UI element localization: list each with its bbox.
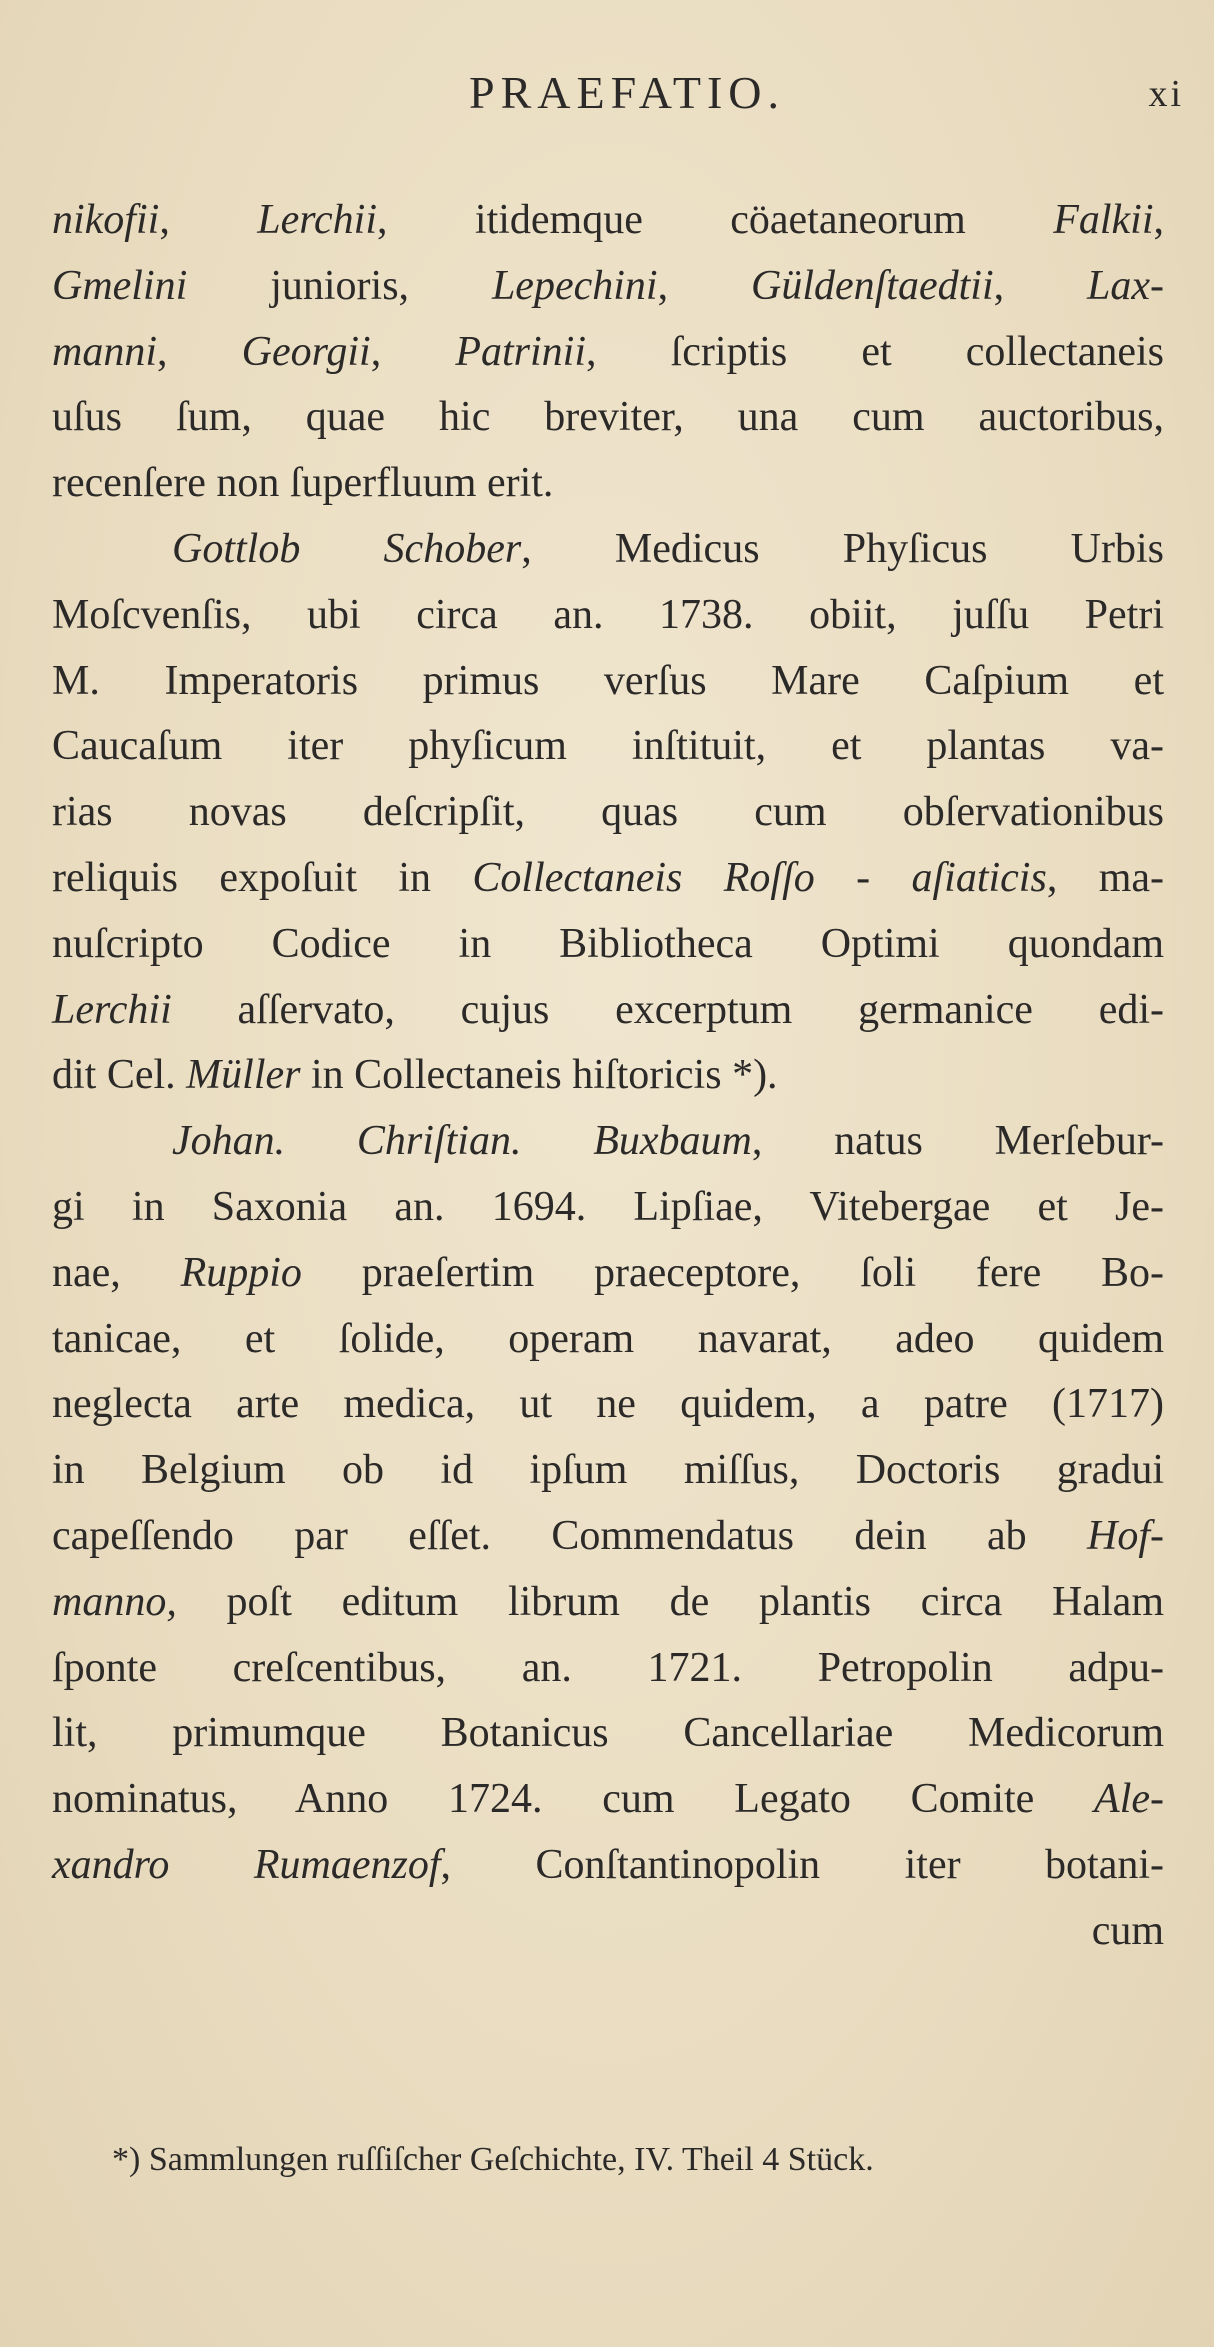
text-span: ſponte creſcentibus, an. 1721. Petropolin adpu- [52, 1644, 1164, 1691]
text-line [52, 1372, 1164, 1438]
text-line [52, 714, 1164, 780]
text-span: in Belgium ob id ipſum miſſus, Doctoris gradui [52, 1447, 1164, 1494]
text-span: praeſertim praeceptore, ſoli fere Bo- [301, 1249, 1164, 1296]
italic-name: Ruppio [180, 1249, 302, 1296]
text-span: , [1153, 197, 1164, 243]
text-line [52, 451, 1164, 517]
text-line [52, 649, 1164, 715]
text-line [52, 1438, 1164, 1504]
italic-name: Falkii [1053, 197, 1154, 243]
text-span: Caucaſum iter phyſicum inſtituit, et plantas va- [52, 723, 1164, 770]
italic-name: Güldenſtaedtii [750, 262, 994, 309]
text-line [52, 1307, 1164, 1373]
text-span: , Medicus Phyſicus Urbis [521, 525, 1164, 572]
italic-name: Ale- [1094, 1776, 1164, 1823]
text-span: junioris, [187, 262, 492, 309]
text-span: , ſcriptis et collectaneis [586, 328, 1165, 375]
text-span: , Conſtantinopolin iter botani- [440, 1841, 1164, 1888]
text-span: M. Imperatoris primus verſus Mare Caſpium et [52, 657, 1164, 704]
text-span: cum [1091, 1907, 1164, 1954]
italic-name: Gmelini [52, 262, 188, 309]
text-line [52, 1504, 1164, 1570]
text-span: nuſcripto Codice in Bibliotheca Optimi quondam [52, 920, 1164, 967]
italic-name: Hof- [1087, 1512, 1164, 1559]
italic-name: xandro Rumaenzof [52, 1841, 441, 1888]
text-span: uſus ſum, quae hic breviter, una cum auctoribus, [52, 394, 1164, 441]
italic-name: Lax- [1087, 262, 1165, 309]
running-title: PRAEFATIO. [468, 67, 785, 118]
text-span: reliquis expoſuit in [52, 854, 473, 901]
italic-name: nikofii [52, 197, 160, 243]
text-line [52, 254, 1164, 320]
text-line [52, 1043, 1164, 1109]
text-line [52, 1767, 1164, 1833]
text-line [52, 846, 1164, 912]
italic-name: Lerchii [52, 986, 172, 1033]
text-line [52, 1241, 1164, 1307]
text-line [52, 1636, 1164, 1702]
text-span: tanicae, et ſolide, operam navarat, adeo quidem [52, 1315, 1164, 1362]
text-span: , natus Merſebur- [751, 1118, 1164, 1165]
italic-name: Lerchii [257, 197, 377, 243]
text-line [52, 1570, 1164, 1636]
text-line [52, 385, 1164, 451]
text-span: neglecta arte medica, ut ne quidem, a patre (1717) [52, 1381, 1164, 1428]
text-span: in Collectaneis hiſtoricis *). [300, 1052, 778, 1099]
text-span: recenſere non ſuperfluum erit. [52, 460, 554, 507]
text-span: Moſcvenſis, ubi circa an. 1738. obiit, juſſu Petri [52, 591, 1164, 638]
text-line [52, 978, 1164, 1044]
text-span: , ma- [1046, 854, 1164, 901]
text-span: rias novas deſcripſit, quas cum obſervationibus [52, 789, 1164, 836]
text-span: , [993, 262, 1088, 309]
text-span: poſt editum librum de plantis circa Halam [176, 1578, 1164, 1625]
italic-name: Müller [186, 1052, 301, 1099]
text-span: lit, primumque Botanicus Cancellariae Medicorum [52, 1710, 1164, 1757]
text-span: gi in Saxonia an. 1694. Lipſiae, Vitebergae et Je- [52, 1183, 1164, 1230]
text-span: , [657, 262, 751, 309]
text-span: , itidemque cöaetaneorum [377, 197, 1054, 243]
text-span: dit Cel. [52, 1052, 187, 1099]
footnote: *) Sammlungen ruſſiſcher Geſchichte, IV. Theil 4 Stück. [112, 2141, 874, 2178]
running-header [0, 66, 1214, 136]
text-span: capeſſendo par eſſet. Commendatus dein ab [52, 1512, 1087, 1559]
text-line [52, 912, 1164, 978]
text-line [52, 1833, 1164, 1899]
body-text [52, 188, 1164, 1965]
text-line [52, 583, 1164, 649]
page-number: xi [1148, 73, 1184, 115]
text-line [52, 517, 1164, 583]
text-line [52, 780, 1164, 846]
italic-name: Lepechini [491, 262, 658, 309]
text-line [52, 1109, 1164, 1175]
text-span: , [159, 197, 258, 243]
italic-name: Gottlob Schober [172, 525, 522, 572]
text-line [52, 1701, 1164, 1767]
italic-name: Collectaneis Roſſo - aſiaticis [472, 854, 1047, 901]
italic-name: manni [52, 328, 157, 375]
text-line [52, 188, 1164, 254]
italic-name: Patrinii [455, 328, 587, 375]
text-span: nominatus, Anno 1724. cum Legato Comite [52, 1776, 1095, 1823]
italic-name: Georgii [241, 328, 371, 375]
text-span: , [370, 328, 456, 375]
italic-name: manno, [52, 1578, 177, 1625]
italic-name: Johan. Chriſtian. Buxbaum [172, 1118, 752, 1165]
text-span: aſſervato, cujus excerptum germanice edi- [171, 986, 1164, 1033]
text-span: nae, [52, 1249, 181, 1296]
text-line [52, 320, 1164, 386]
text-span: , [157, 328, 242, 375]
text-line [52, 1175, 1164, 1241]
text-line [52, 1899, 1164, 1965]
